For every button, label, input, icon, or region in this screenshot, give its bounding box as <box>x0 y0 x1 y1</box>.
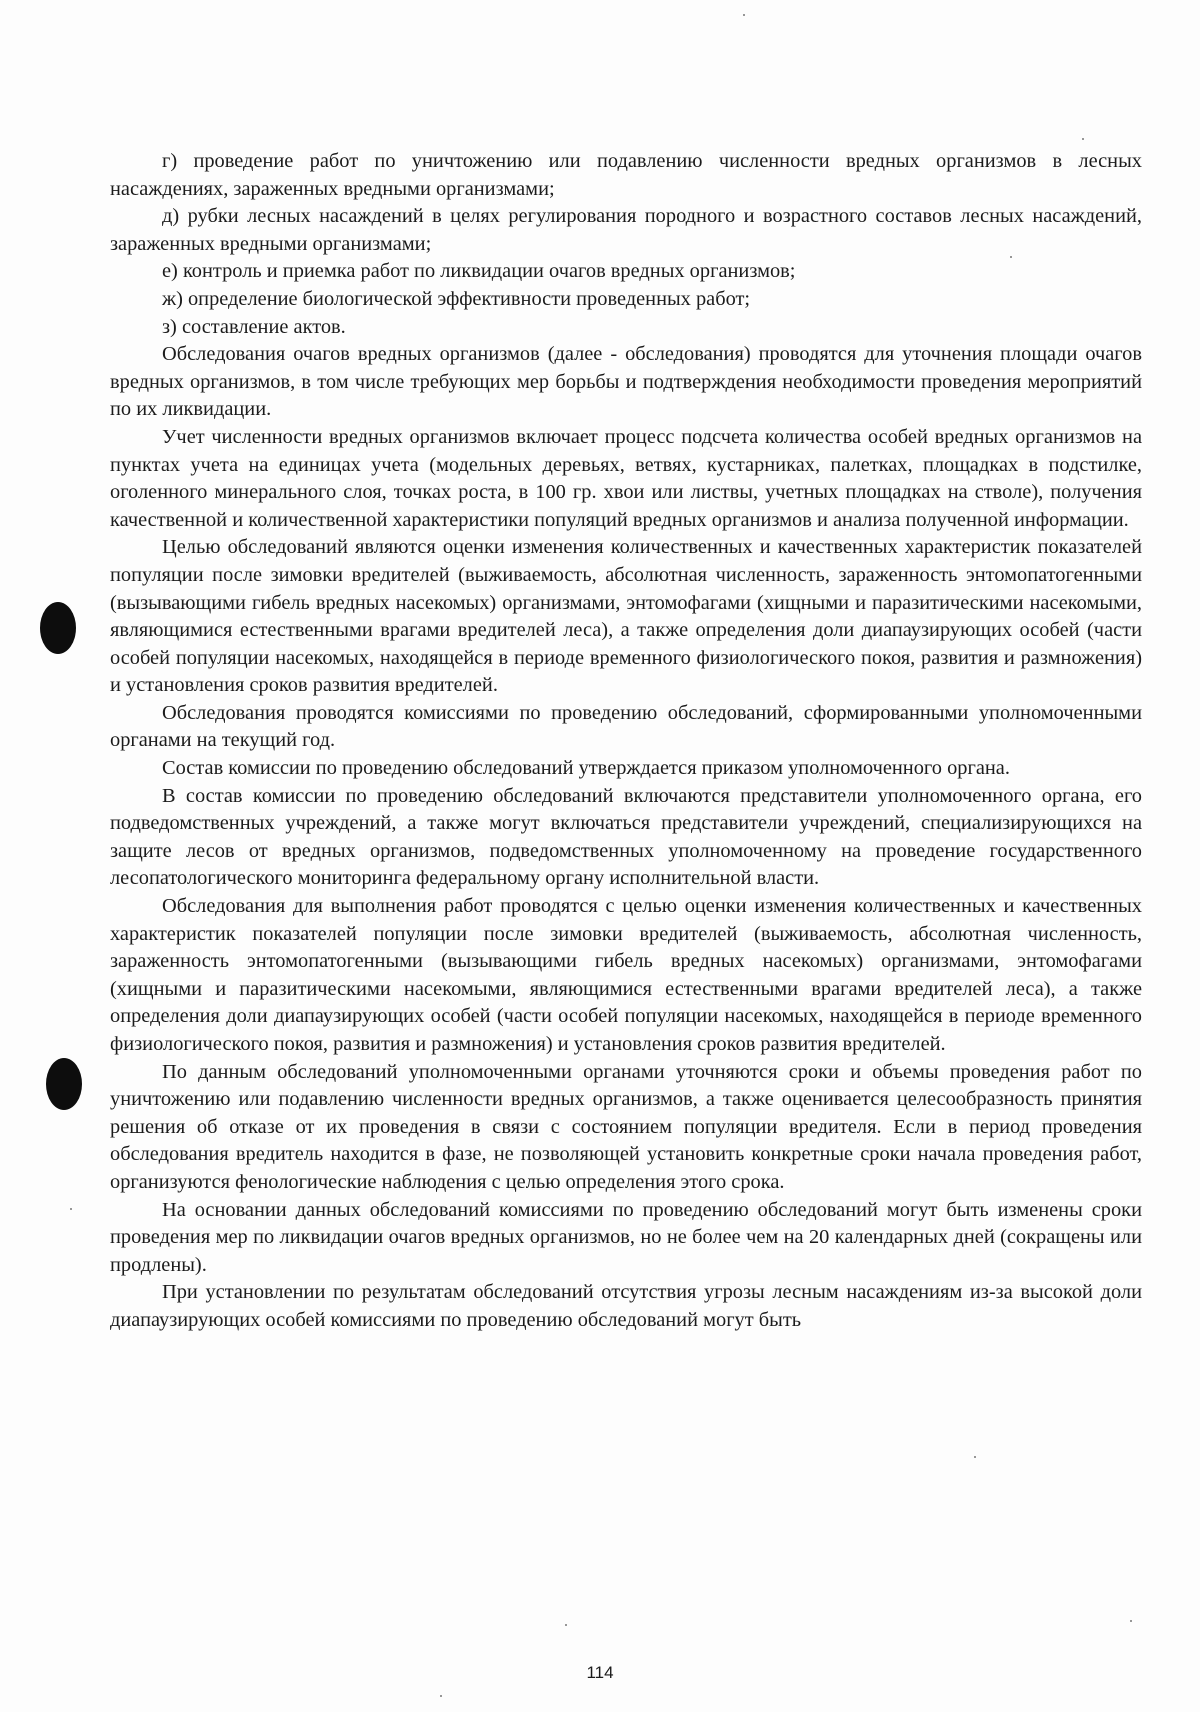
punch-hole-mark <box>46 1058 82 1110</box>
paragraph-commission-approval: Состав комиссии по проведению обследований утверждается приказом уполномоченного органа. <box>162 757 1010 780</box>
document-body <box>110 148 1142 1335</box>
paragraph-no-threat: При установлении по результатам обследований отсутствия угрозы лесным насаждениям из-за высокой доли диапаузирующих особей комиссиями по проведению обследований могут быть <box>110 1281 1142 1331</box>
scan-speck <box>743 14 745 16</box>
paragraph-survey-purpose: Обследования очагов вредных организмов (далее - обследования) проводятся для уточнения площади очагов вредных организмов, в том числе требующих мер борьбы и подтверждения необходимости проведения мероприятий по их ликвидации. <box>110 343 1142 421</box>
scan-speck <box>1130 1620 1132 1622</box>
scan-speck <box>1082 138 1084 140</box>
paragraph-survey-results: По данным обследований уполномоченными органами уточняются сроки и объемы проведения работ по уничтожению или подавлению численности вредных организмов, а также оценивается целесообразность принятия решения об отказе от их проведения в связи с состоянием популяции вредителя. Если в период проведения обследования вредитель находится в фазе, не позволяющей установить конкретные сроки начала проведения работ, организуются фенологические наблюдения с целью определения этого срока. <box>110 1060 1142 1193</box>
paragraph-deadline-change: На основании данных обследований комиссиями по проведению обследований могут быть изменены сроки проведения мер по ликвидации очагов вредных организмов, но не более чем на 20 календарных дней (сокращены или продлены). <box>110 1198 1142 1276</box>
scan-speck <box>70 1208 72 1210</box>
scan-speck <box>974 1456 976 1458</box>
paragraph-pest-count: Учет численности вредных организмов включает процесс подсчета количества особей вредных организмов на пунктах учета на единицах учета (модельных деревьях, ветвях, кустарниках, палетках, площадках в подстилке, оголенного минерального слоя, точках роста, в 100 гр. хвои или листвы, учетных площадках на стволе), получения качественной и количественной характеристики популяций вредных организмов и анализа полученной информации. <box>110 425 1142 531</box>
paragraph-survey-goal: Целью обследований являются оценки изменения количественных и качественных характеристик показателей популяции после зимовки вредителей (выживаемость, абсолютная численность, зараженность энтомопатогенными (вызывающими гибель вредных насекомых) организмами, энтомофагами (хищными и паразитическими насекомыми, являющимися естественными врагами вредителей леса), а также определения доли диапаузирующих особей (части особей популяции насекомых, находящейся в периоде временного физиологического покоя, развития и размножения) и установления сроков развития вредителей. <box>110 536 1142 697</box>
paragraph-commission-members: В состав комиссии по проведению обследований включаются представители уполномоченного органа, его подведомственных учреждений, а также могут включаться представители учреждений, специализирующихся на защите лесов от вредных организмов, подведомственных уполномоченному на проведение государственного лесопатологического мониторинга федеральному органу исполнительной власти. <box>110 784 1142 890</box>
scan-speck <box>565 1624 567 1626</box>
page-number: 114 <box>586 1663 614 1682</box>
paragraph-work-surveys: Обследования для выполнения работ проводятся с целью оценки изменения количественных и качественных характеристик показателей популяции после зимовки вредителей (выживаемость, абсолютная численность, зараженность энтомопатогенными (вызывающими гибель вредных насекомых) организмами, энтомофагами (хищными и паразитическими насекомыми, являющимися естественными врагами вредителей леса), а также определения доли диапаузирующих особей (части особей популяции насекомых, находящейся в периоде временного физиологического покоя, развития и размножения) и установления сроков развития вредителей. <box>110 895 1142 1055</box>
punch-hole-mark <box>40 602 76 654</box>
paragraph-item-z: з) составление актов. <box>162 315 346 338</box>
paragraph-item-g: г) проведение работ по уничтожению или подавлению численности вредных организмов в лесных насаждениях, зараженных вредными организмами; <box>110 150 1142 200</box>
paragraph-item-d: д) рубки лесных насаждений в целях регулирования породного и возрастного составов лесных насаждений, зараженных вредными организмами; <box>110 205 1142 255</box>
scan-speck <box>440 1695 442 1697</box>
paragraph-item-zh: ж) определение биологической эффективности проведенных работ; <box>162 287 751 310</box>
paragraph-item-e: е) контроль и приемка работ по ликвидации очагов вредных организмов; <box>162 260 796 283</box>
paragraph-commissions: Обследования проводятся комиссиями по проведению обследований, сформированными уполномоченными органами на текущий год. <box>110 701 1142 752</box>
